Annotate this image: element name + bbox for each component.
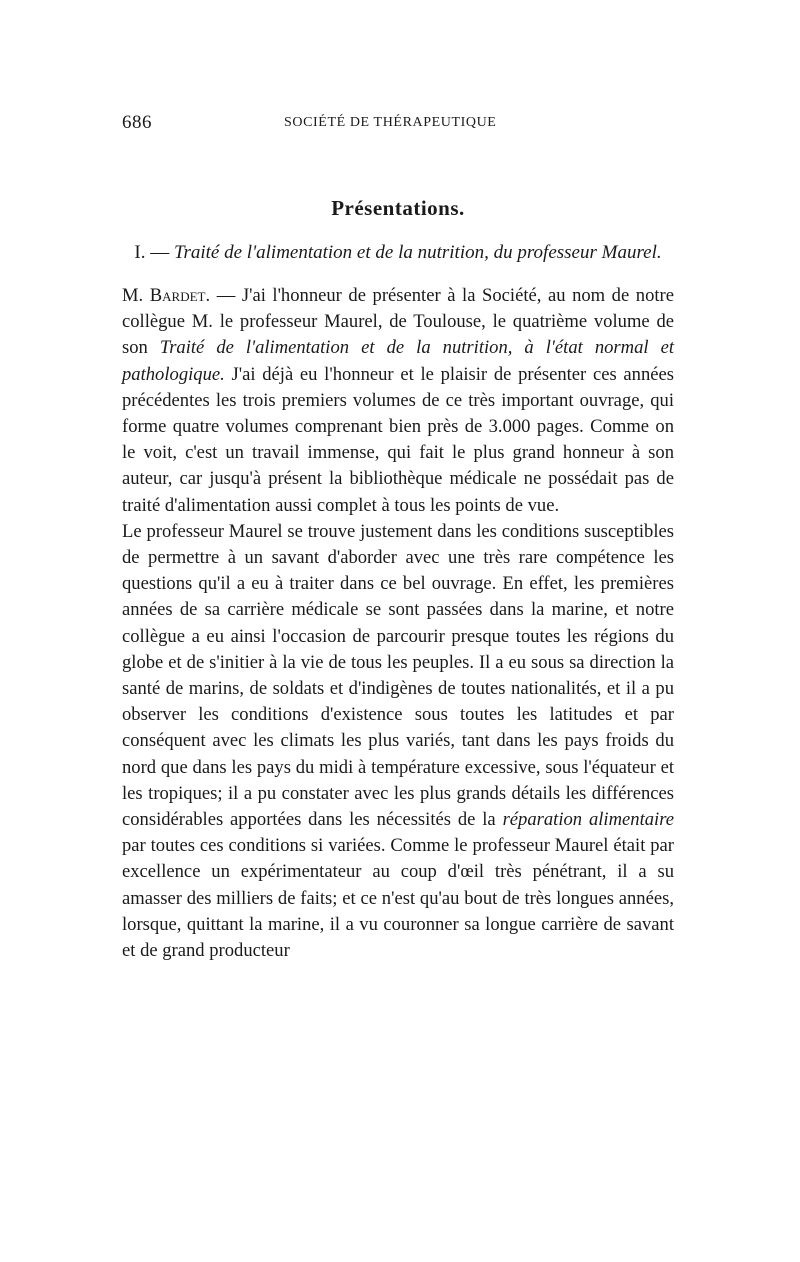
paragraph-1 <box>122 283 674 519</box>
work-title: Traité de l'alimentation et de la nutrition, à l'état normal et pathologique. <box>122 337 674 385</box>
item-number: I. — <box>134 242 170 263</box>
paragraph-2 <box>122 519 674 964</box>
running-title: SOCIÉTÉ DE THÉRAPEUTIQUE <box>284 115 497 130</box>
body-text <box>122 283 674 964</box>
paragraph-2-emphasis: réparation alimentaire <box>502 809 675 831</box>
speaker-name: Bardet. <box>149 285 211 306</box>
paragraph-2-text-a: Le professeur Maurel se trouve justement dans les conditions susceptibles de permettre à un savant d'aborder avec une très rare compétence les questions qu'il a eu à traiter dans ce bel ouvrage. En effet, les premières années de sa carrière médicale se sont passées dans la marine, et notre collègue a eu ainsi l'occasion de parcourir presque toutes les régions du globe et de s'initier à la vie de tous les peuples. Il a eu sous sa direction la santé de marins, de soldats et d'indigènes de toutes nationalités, et il a pu observer les conditions d'existence sous toutes les latitudes et par conséquent avec les climats les plus variés, tant dans les pays froids du nord que dans les pays du midi à température excessive, sous l'équateur et les tropiques; il a pu constater avec les plus grands détails les différences considérables apportées dans les nécessités de la <box>122 520 674 831</box>
page-number: 686 <box>122 112 152 133</box>
page <box>122 112 674 964</box>
item-heading <box>122 239 674 267</box>
running-head <box>122 112 674 142</box>
paragraph-1-text-b: J'ai déjà eu l'honneur et le plaisir de présenter ces années précédentes les trois premiers volumes de ce très important ouvrage, qui forme quatre volumes comprenant bien près de 3.000 pages. Comme on le voit, c'est un travail immense, qui fait le plus grand honneur à son auteur, car jusqu'à présent la bibliothèque médicale ne possédait pas de traité d'alimentation aussi complet à tous les points de vue. <box>122 363 674 516</box>
paragraph-2-text-b: par toutes ces conditions si variées. Comme le professeur Maurel était par excellence un expérimentateur au coup d'œil très pénétrant, il a su amasser des milliers de faits; et ce n'est qu'au bout de très longues années, lorsque, quittant la marine, il a vu couronner sa longue carrière de savant et de grand producteur <box>122 835 674 962</box>
speaker-prefix: M. <box>122 285 144 306</box>
section-title: Présentations. <box>331 196 465 220</box>
paragraph-1-text-a: — J'ai l'honneur de présenter à la Société, au nom de notre collègue M. le professeur Maurel, de Toulouse, le quatrième volume de son <box>122 285 674 359</box>
item-title: Traité de l'alimentation et de la nutrition, du professeur Maurel. <box>173 242 662 263</box>
